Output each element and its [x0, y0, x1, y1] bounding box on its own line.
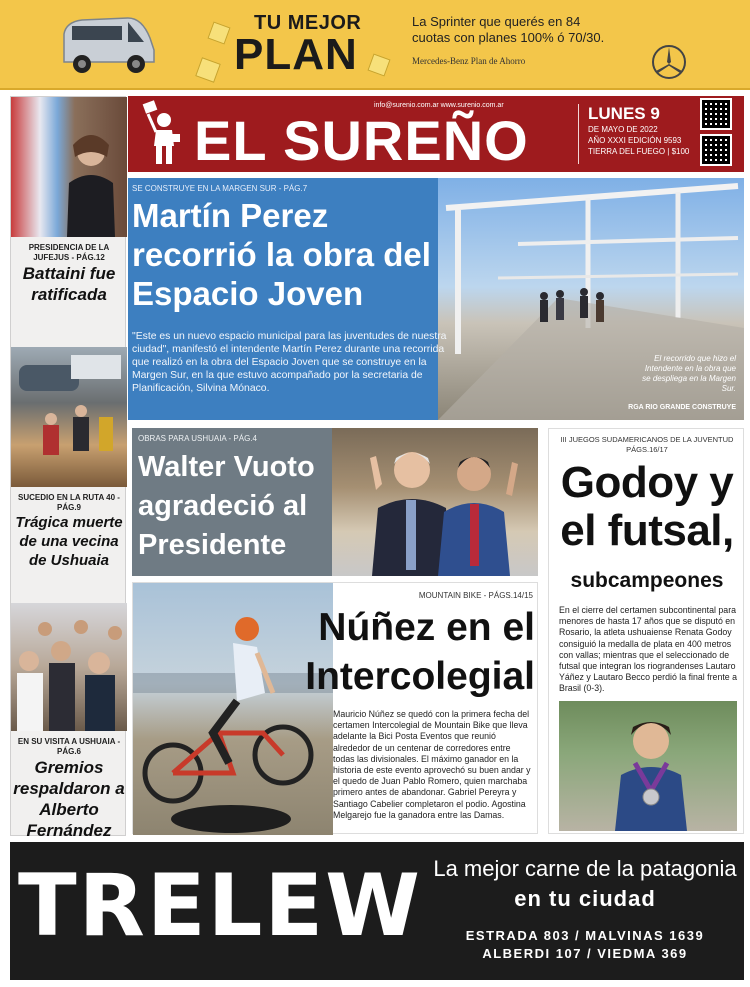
hero-kicker: SE CONSTRUYE EN LA MARGEN SUR - PÁG.7 [132, 184, 308, 193]
battaini-photo[interactable] [11, 97, 127, 237]
godoy-kicker: III JUEGOS SUDAMERICANOS DE LA JUVENTUD PÁGS.16/17 [560, 435, 734, 454]
vuoto-kicker: OBRAS PARA USHUAIA - PÁG.4 [138, 434, 257, 443]
top-advertisement[interactable] [0, 0, 750, 90]
masthead-contact[interactable]: info@surenio.com.ar www.surenio.com.ar [374, 102, 504, 109]
masthead-divider [578, 104, 579, 164]
story-headline[interactable]: Battaini fue ratificada [22, 264, 116, 304]
nunez-headline[interactable]: Núñez en el Intercolegial [305, 606, 535, 698]
ad-brand: Mercedes-Benz Plan de Ahorro [412, 56, 526, 66]
nunez-story[interactable] [132, 582, 538, 834]
person-icon [11, 97, 127, 237]
hero-headline[interactable]: Martín Perez recorrió la obra del Espacio Joven [132, 197, 431, 312]
godoy-summary: En el cierre del certamen subcontinental para menores de hasta 17 años que se disputó en Rosario, la atleta ushuaiense Renata Godoy consiguió la medalla de plata en 400 metros con vallas; mientras que el seleccionado de futsal que integran los riograndenses Lautaro Yáñez y Lautaro Becco perdió la final frente a Brasil (0-3). [559, 605, 738, 694]
nunez-summary: Mauricio Núñez se quedó con la primera fecha del certamen Intercolegial de Mountain Bike que lleva adelante la Bici Posta Eventos que reunió alrededor de un centenar de corredores entre todas las divisionales. El máximo ganador en la historia de este evento aprovechó su buen andar y el quedo de Juan Pablo Romero, quien marchaba primero antes de abandonar. Gabriel Pereyra y Santiago Cabelier completaron el podio. Agostina Melgarejo fue la ganadora entre las Damas. [333, 709, 531, 820]
issue-date: DE MAYO DE 2022 [588, 125, 658, 134]
gremios-photo[interactable] [11, 603, 127, 731]
issue-day: LUNES 9 [588, 104, 660, 123]
mercedes-star-icon [651, 44, 687, 80]
issue-place-price: TIERRA DEL FUEGO | $100 [588, 147, 690, 156]
ad-brand-trelew: TRELEW [18, 856, 423, 956]
cube-decoration [367, 53, 390, 76]
ad-address-1: ESTRADA 803 / MALVINAS 1639 [465, 928, 705, 943]
nunez-kicker: MOUNTAIN BIKE - PÁGS.14/15 [418, 591, 533, 600]
masthead[interactable] [128, 96, 744, 172]
ad-copy: La Sprinter que querés en 84 cuotas con planes 100% ó 70/30. [412, 14, 605, 45]
story-kicker: PRESIDENCIA DE LA JUFEJUS - PÁG.12 [28, 243, 110, 262]
hero-summary: "Este es un nuevo espacio municipal para las juventudes de nuestra ciudad", manifestó el intendente Martín Perez durante una recorrida que realizó en la obra del Espacio Joven que se construye en la Margen Sur, en la que estuvo acompañado por la secretaria de Planificación, Silvina Mónaco. [132, 331, 447, 394]
ad-tagline-small: TU MEJOR [254, 12, 362, 34]
ad-line-2: en tu ciudad [514, 886, 656, 911]
vuoto-headline[interactable]: Walter Vuoto agradeció al Presidente [138, 451, 315, 561]
cube-decoration [195, 57, 221, 83]
vuoto-story[interactable] [132, 428, 538, 576]
godoy-subheadline[interactable]: subcampeones [570, 569, 724, 592]
rga-logo: RGA RIO GRANDE CONSTRUYE [628, 404, 736, 411]
ad-address-2: ALBERDI 107 / VIEDMA 369 [482, 946, 688, 961]
left-column [10, 96, 126, 840]
godoy-photo[interactable] [559, 701, 737, 831]
two-men-icon [332, 428, 538, 576]
cube-decoration [207, 21, 230, 44]
van-icon [58, 12, 158, 76]
godoy-headline[interactable]: Godoy y el futsal, [560, 458, 734, 555]
vuoto-photo[interactable] [332, 428, 538, 576]
story-kicker: EN SU VISITA A USHUAIA - PÁG.6 [17, 737, 121, 756]
crash-scene-icon [11, 347, 127, 487]
hero-story[interactable] [128, 178, 744, 420]
crash-photo[interactable] [11, 347, 127, 487]
athlete-medal-icon [559, 701, 737, 831]
story-headline[interactable]: Gremios respaldaron a Alberto Fernández [13, 758, 125, 840]
qr-code-icon[interactable] [700, 134, 732, 166]
bottom-advertisement[interactable] [10, 842, 744, 980]
story-kicker: SUCEDIO EN LA RUTA 40 - PÁG.9 [18, 493, 120, 512]
issue-info [588, 104, 689, 157]
qr-code-icon[interactable] [700, 98, 732, 130]
newspaper-title[interactable]: EL SUREÑO [194, 109, 529, 172]
godoy-story[interactable] [548, 428, 744, 834]
crowd-icon [11, 603, 127, 731]
newsboy-logo-icon [142, 100, 182, 166]
hero-photo-caption: El recorrido que hizo el Intendente en la obra que se despliega en la Margen Sur. [642, 354, 736, 393]
issue-edition: AÑO XXXI EDICIÓN 9593 [588, 136, 682, 145]
ad-tagline-big: PLAN [234, 30, 358, 79]
ad-line-1: La mejor carne de la patagonia [433, 856, 737, 881]
story-headline[interactable]: Trágica muerte de una vecina de Ushuaia [15, 514, 123, 569]
